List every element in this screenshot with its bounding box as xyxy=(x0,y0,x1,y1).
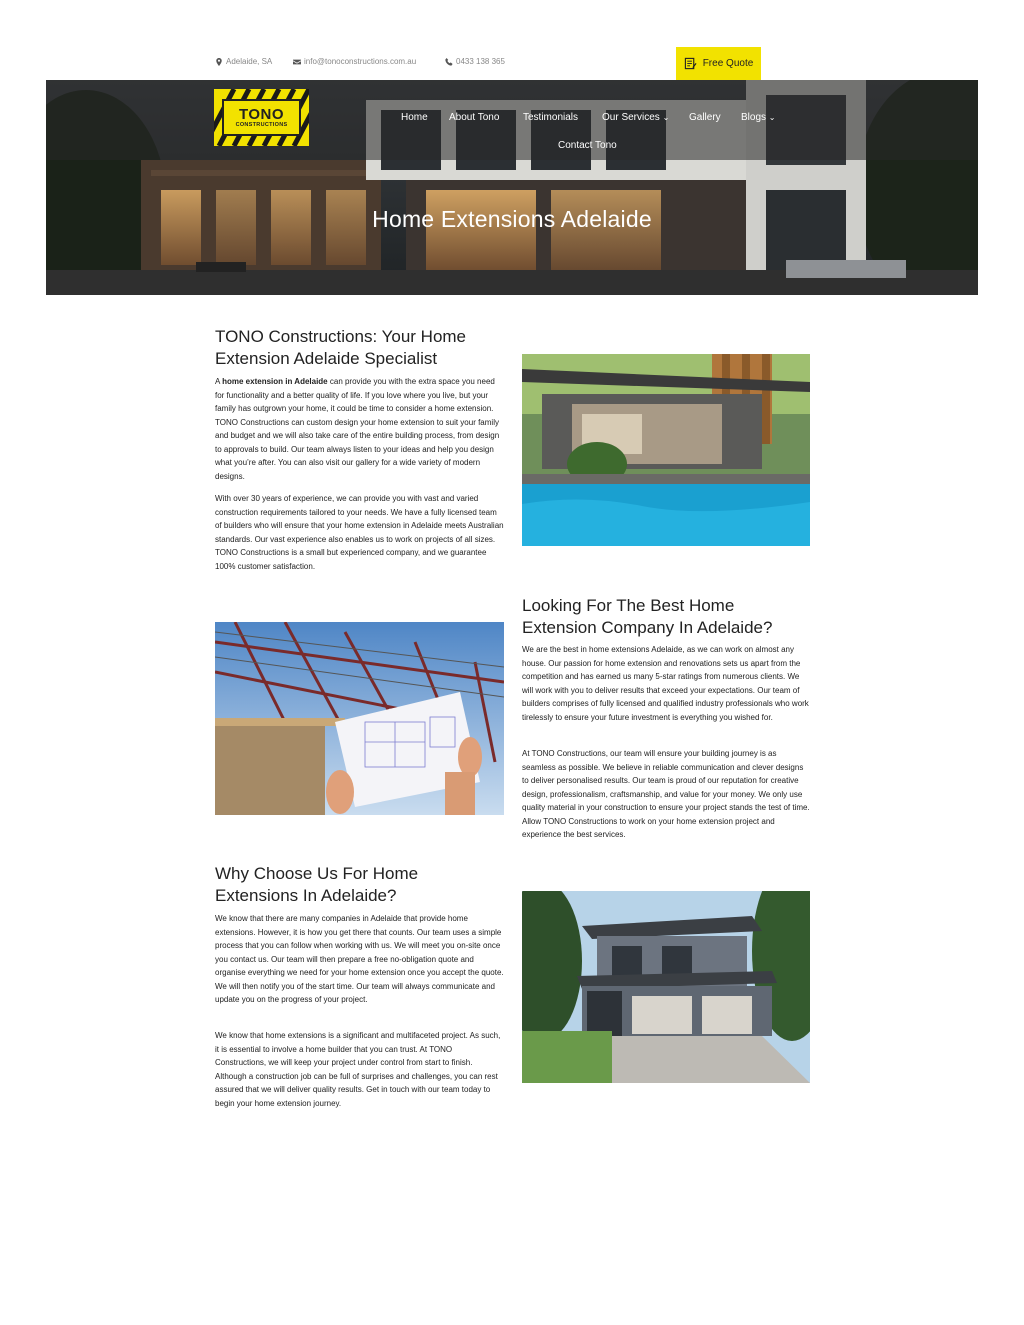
section1-p1-start: A xyxy=(215,377,223,386)
tono-logo[interactable] xyxy=(214,89,309,146)
nav-gallery[interactable]: Gallery xyxy=(689,112,721,123)
section1-p1-end: can provide you with the extra space you need for functionality and a better quality of life. If you love where you live, but your family has outgrown your home, it could be time to consider a home extension. TONO Constructions can custom design your home extension to suit your family and budget and we will also take care of the entire building process, from design to approvals to build. Our team always listen to your ideas and help you design what you’re after. You can also visit our gallery for a wide variety of modern designs. xyxy=(215,377,500,481)
nav-testimonials[interactable]: Testimonials xyxy=(523,112,579,123)
nav-blogs-label: Blogs xyxy=(741,112,767,123)
chevron-down-icon: ⌄ xyxy=(662,113,670,122)
free-quote-button[interactable] xyxy=(676,47,761,80)
nav-home[interactable]: Home xyxy=(401,112,428,123)
logo-subtitle: CONSTRUCTIONS xyxy=(235,122,288,128)
section2-paragraph2: At TONO Constructions, our team will ensure your building journey is as seamless as possible. We believe in reliable communication and clever designs to deliver personalised results. Our team is proud of our reputation for creative design, professionalism, craftsmanship, and value for your money. We only use quality material in your construction to ensure your project stands the test of time. Allow TONO Constructions to work on your home extension project and experience the best services. xyxy=(522,749,810,839)
hero-banner xyxy=(46,80,978,295)
section1-title: TONO Constructions: Your Home Extension Adelaide Specialist xyxy=(215,327,467,368)
email-link[interactable]: info@tonoconstructions.com.au xyxy=(304,57,417,66)
nav-our-services[interactable] xyxy=(602,112,669,123)
section1-paragraph2: With over 30 years of experience, we can provide you with vast and varied construction requirements tailored to your needs. We have a fully licensed team of builders who will ensure that your home extension in Adelaide meets Australian standards. Our vast experience also enables us to work on projects of all sizes. TONO Constructions is a small but experienced company, and we guarantee 100% customer satisfaction. xyxy=(215,494,504,571)
location-text: Adelaide, SA xyxy=(226,57,273,66)
nav-our-services-label: Our Services xyxy=(602,112,660,123)
map-marker-icon xyxy=(215,58,223,66)
nav-contact[interactable]: Contact Tono xyxy=(558,140,617,151)
pool-house-image xyxy=(522,354,810,546)
section3-title: Why Choose Us For Home Extensions In Adelaide? xyxy=(215,864,419,905)
home-extension-keyword: home extension in Adelaide xyxy=(222,377,328,386)
phone-link[interactable]: 0433 138 365 xyxy=(456,57,505,66)
section3-paragraph1: We know that there are many companies in Adelaide that provide home extensions. However, it is how you get there that counts. Our team uses a simple process that you can follow when working with us. We will meet you on-site once you contact us. Our team will then prepare a free no-obligation quote and organise everything we need for your home extension once you accept the quote. We will then notify you of the start time. Our team will always communicate and update you on the progress of your project. xyxy=(215,914,504,1004)
free-quote-label: Free Quote xyxy=(702,58,754,69)
envelope-icon xyxy=(293,58,301,66)
location-info xyxy=(215,57,272,66)
quote-document-icon xyxy=(684,57,697,70)
modern-garage-house-image xyxy=(522,891,810,1083)
nav-about[interactable]: About Tono xyxy=(449,112,500,123)
email-info[interactable] xyxy=(293,57,416,66)
section1-paragraph1 xyxy=(215,375,505,483)
section3-paragraph2: We know that home extensions is a significant and multifaceted project. As such, it is essential to involve a home builder that you can trust. At TONO Constructions, we will keep your project under control from start to finish. Although a construction job can be full of surprises and challenges, you can rest assured that we will deliver quality results. Get in touch with our team today to begin your home extension journey. xyxy=(215,1031,501,1108)
phone-icon xyxy=(445,58,453,66)
section2-paragraph1: We are the best in home extensions Adelaide, as we can work on almost any house. Our passion for home extension and renovations sets us apart from the competition and has earned us many 5-star ratings from numerous clients. We will work with you to deliver results that exceed your expectations. Our team of builders comprises of fully licensed and qualified industry professionals who work tirelessly to ensure your future investment is everything you wished for. xyxy=(522,645,809,722)
top-info-bar xyxy=(0,0,1024,80)
phone-info[interactable] xyxy=(445,57,505,66)
logo-text-box xyxy=(222,99,301,136)
chevron-down-icon: ⌄ xyxy=(768,113,776,122)
nav-blogs[interactable] xyxy=(741,112,776,123)
navigation-bar xyxy=(46,80,978,160)
section2-title: Looking For The Best Home Extension Company In Adelaide? xyxy=(522,596,773,637)
construction-plans-image xyxy=(215,622,504,815)
hero-title: Home Extensions Adelaide xyxy=(372,206,652,232)
logo-title: TONO xyxy=(238,106,285,123)
